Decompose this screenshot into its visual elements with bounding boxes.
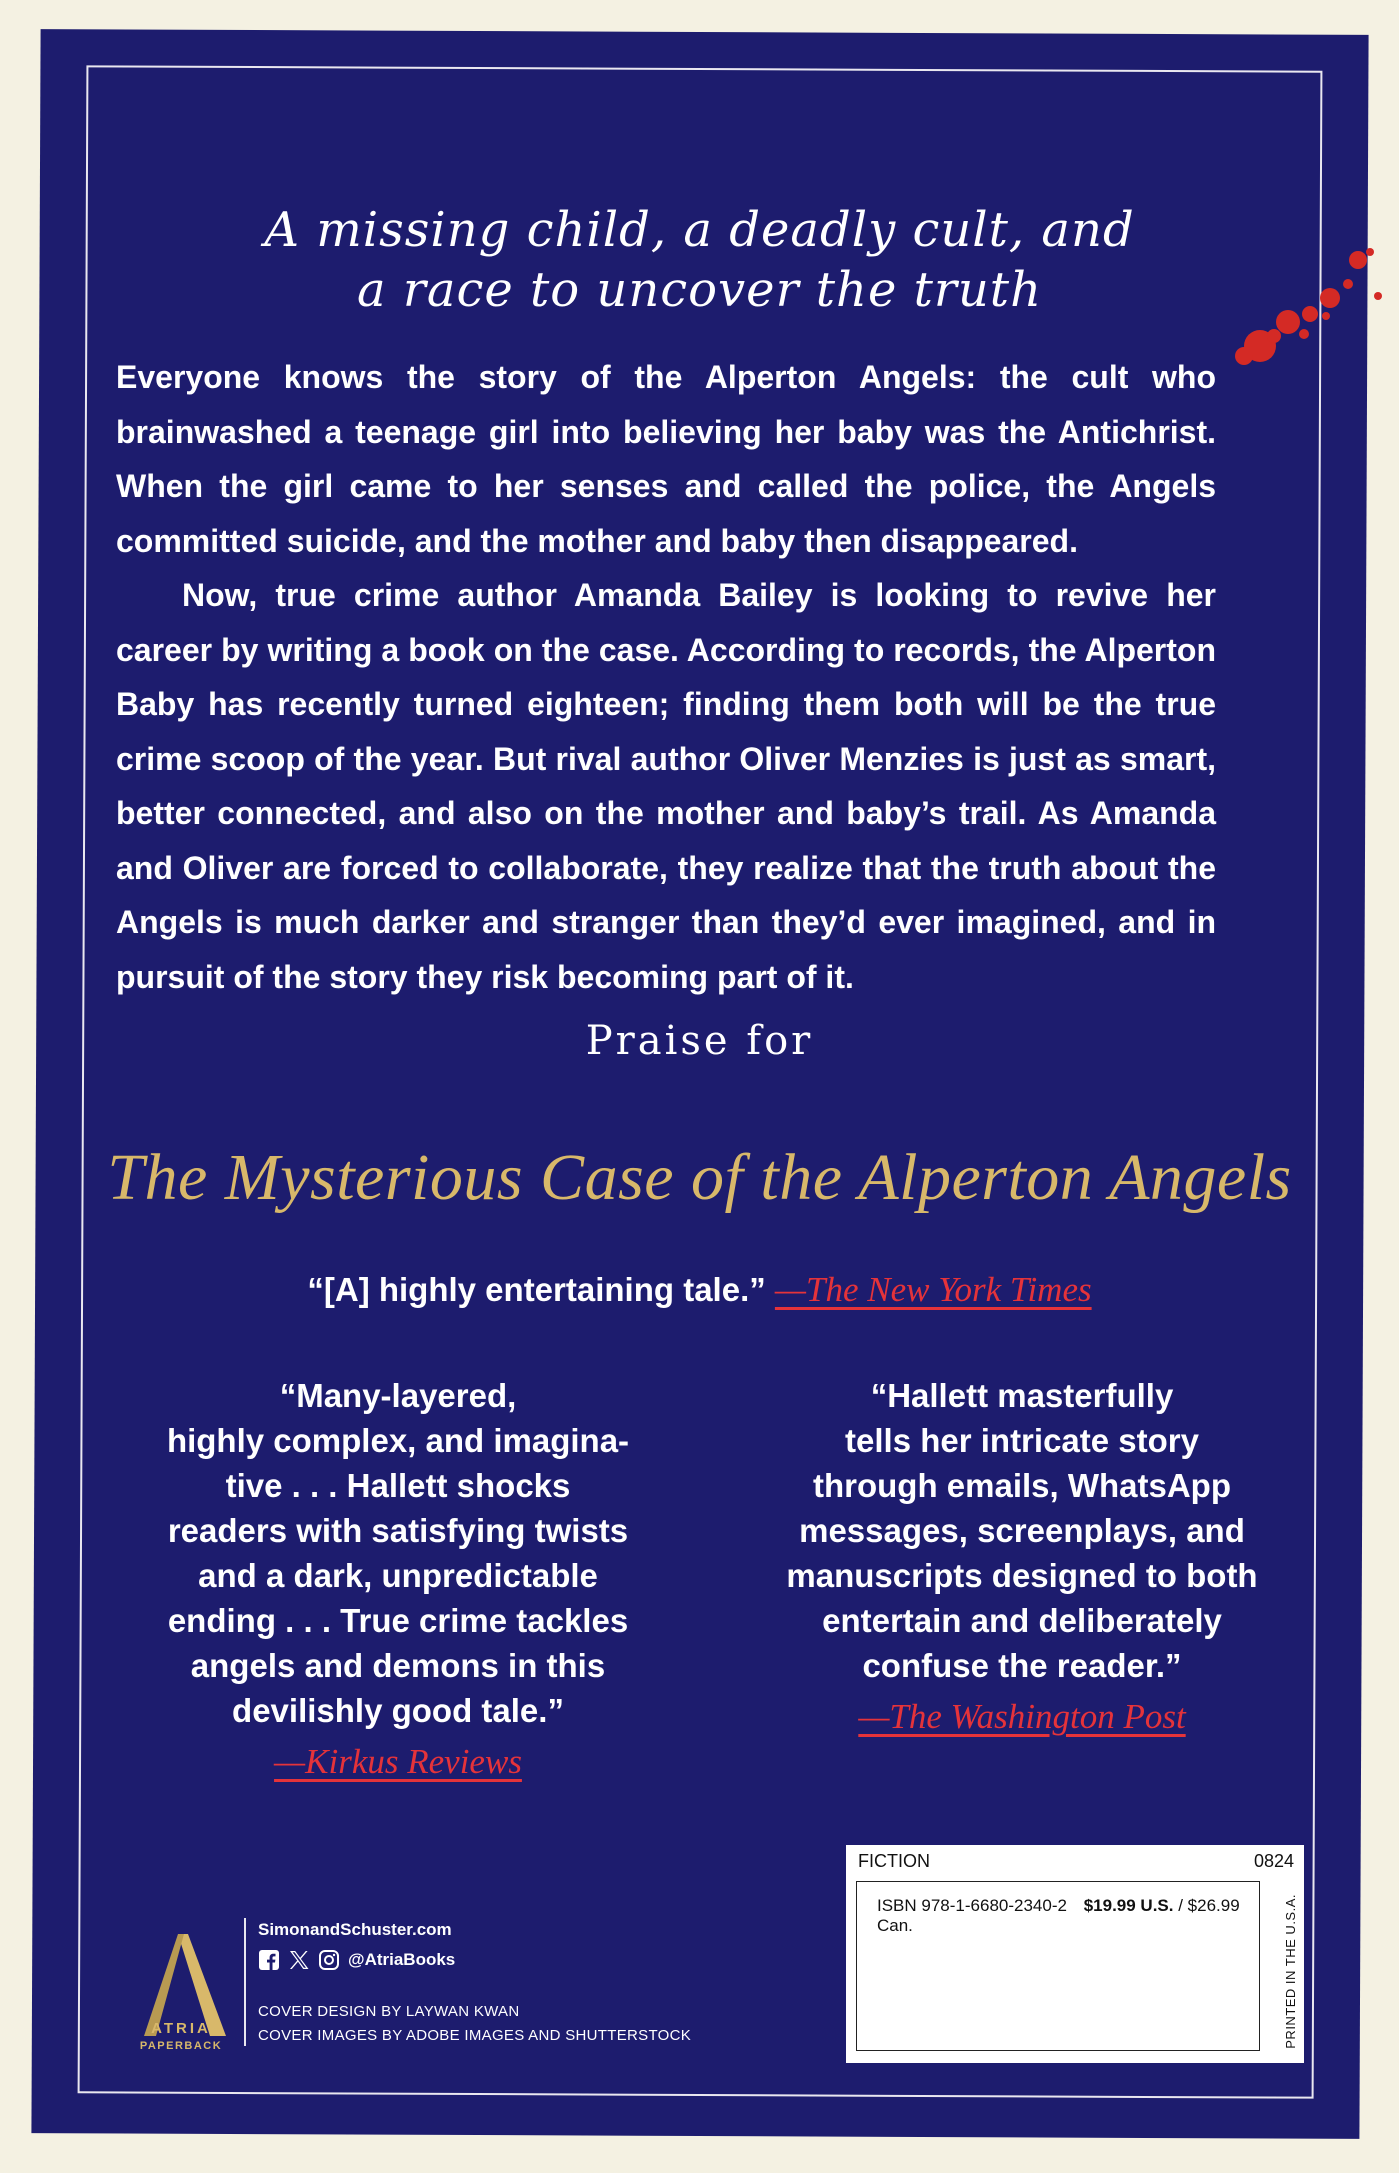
blurb-paragraph-1: Everyone knows the story of the Alperton Angels: the cult who brainwashed a teenage girl into believing her baby was the Antichrist. When the girl came to her senses and called the police, the Angels committed suicide, and the mother and baby then disappeared. [116,359,1216,559]
blurb [116,350,1216,1004]
price-us: $19.99 U.S. [1083,1896,1174,1915]
right-quote-line: messages, screenplays, and [799,1512,1245,1549]
right-quote-line: through emails, WhatsApp [812,1467,1231,1504]
logo-name: ATRIA [151,2020,211,2037]
left-quote [148,1373,648,1784]
right-quote-line: confuse the reader.” [862,1647,1182,1684]
website: SimonandSchuster.com [258,1920,452,1939]
printed-in: PRINTED IN THE U.S.A. [1283,1894,1298,2049]
right-quote-line: entertain and deliberately [822,1602,1222,1639]
category-label: FICTION [858,1851,930,1871]
praise-heading: Praise for [585,1018,814,1064]
left-quote-line: tive . . . Hallett shocks [225,1467,571,1504]
divider [244,1918,246,2046]
cover-panel [31,29,1368,2139]
credits [258,2000,691,2048]
social-row [258,1945,455,1975]
right-quote-line: “Hallett masterfully [870,1377,1174,1414]
left-quote-line: and a dark, unpredictable [198,1557,598,1594]
cover-design-credit: COVER DESIGN BY LAYWAN KWAN [258,2003,520,2020]
isbn-number: ISBN 978-1-6680-2340-2 [877,1896,1067,1915]
book-title: The Mysterious Case of the Alperton Angels [107,1141,1292,1214]
cover-images-credit: COVER IMAGES BY ADOBE IMAGES AND SHUTTERSTOCK [258,2027,692,2044]
left-quote-line: devilishly good tale.” [232,1692,564,1729]
left-quote-line: highly complex, and imagina- [166,1422,630,1459]
barcode-box [846,1845,1304,2063]
tagline-line-1: A missing child, a deadly cult, and [264,202,1135,258]
right-quote [772,1373,1272,1739]
top-quote [0,1270,1399,1310]
left-quote-line: “Many-layered, [279,1377,517,1414]
instagram-icon [318,1949,340,1971]
social-handle: @AtriaBooks [348,1950,456,1969]
x-icon [288,1949,310,1971]
top-quote-source: —The New York Times [774,1270,1092,1309]
isbn-line [877,1896,1259,1936]
top-quote-text: “[A] highly entertaining tale.” [307,1271,766,1308]
imprint [258,1915,455,1975]
left-quote-source: —Kirkus Reviews [274,1742,522,1781]
blurb-paragraph-2: Now, true crime author Amanda Bailey is looking to revive her career by writing a book on the case. According to records, the Alperton Baby has recently turned eighteen; finding them both will be the true crime scoop of the year. But rival author Oliver Menzies is just as smart, better connected, and also on the mother and baby’s trail. As Amanda and Oliver are forced to collaborate, they realize that the truth about the Angels is much darker and stranger than they’d ever imagined, and in pursuit of the story they risk becoming part of it. [116,577,1216,995]
isbn-box [856,1881,1260,2051]
tagline-line-2: a race to uncover the truth [357,262,1042,318]
right-quote-line: tells her intricate story [845,1422,1199,1459]
right-quote-line: manuscripts designed to both [786,1557,1258,1594]
facebook-icon [258,1949,280,1971]
logo-sub: PAPERBACK [139,2040,223,2052]
left-quote-line: ending . . . True crime tackles [167,1602,629,1639]
date-code: 0824 [1253,1851,1294,1871]
price-can: / $26.99 Can. [877,1896,1240,1935]
right-quote-source: —The Washington Post [858,1697,1186,1736]
left-quote-line: angels and demons in this [190,1647,606,1684]
left-quote-line: readers with satisfying twists [167,1512,629,1549]
